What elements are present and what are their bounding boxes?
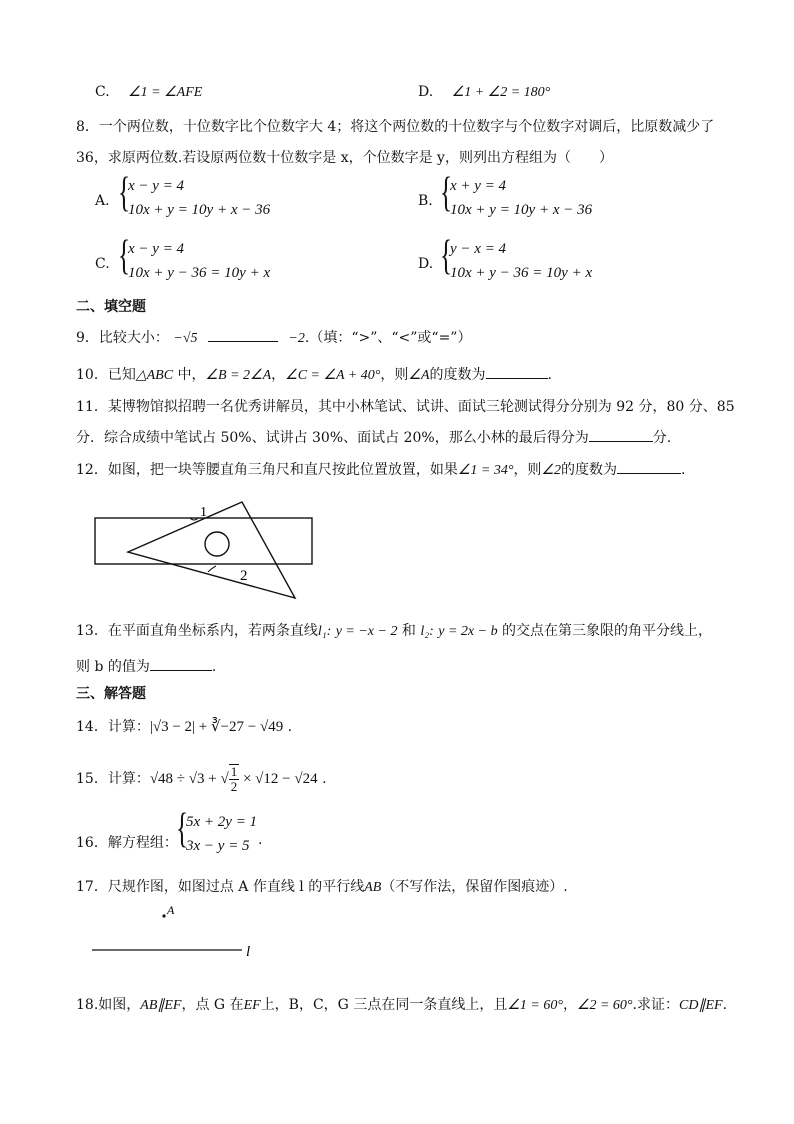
q14-end: . [287,719,293,735]
section-title-solve: 三、解答题 [76,686,146,702]
q7-option-d [418,84,550,101]
equation: 3x − y = 5 [186,838,250,854]
ruler [95,518,312,564]
q8-option-d-system [440,233,640,289]
q10 [76,364,552,384]
answer-blank[interactable] [486,364,548,379]
q12-end: . [681,462,686,478]
q8-option-a-system [118,170,318,226]
q12-text: 的度数为 [561,462,617,478]
q13-line-name: l₁: [317,624,332,639]
q13-line-name: l₂: [420,624,434,639]
q15 [76,764,327,794]
equation: 10x + y − 36 = 10y + x [450,265,593,281]
brace-icon: { [176,806,189,852]
q18-segment: EF [243,998,261,1013]
point-a-dot [162,914,165,917]
q18-text: .求证： [632,997,679,1013]
equation: 10x + y − 36 = 10y + x [128,265,271,281]
q15-fraction [229,764,240,794]
q13-line1 [76,620,712,640]
equation: 10x + y = 10y + x − 36 [450,202,593,218]
q9-expr1: −√5 [173,331,198,346]
option-text: ∠1 + ∠2 = 180° [451,85,551,100]
q12-ask: ∠2 [541,463,561,478]
q13-text: 和 [397,623,421,639]
equation: y − x = 4 [450,241,507,257]
q10-end: . [547,367,552,383]
q11-text: 分. [652,430,672,446]
q16-prefix: 16．解方程组： [76,835,178,851]
q10-ask: ∠A [408,368,430,383]
q13-text: . [211,659,217,675]
brace-icon: { [440,170,453,216]
fraction-denominator: 2 [230,779,238,794]
q8-option-b-system [440,170,640,226]
equation: x + y = 4 [450,178,507,194]
q15-expression: √48 ÷ √3 + √ [149,771,229,787]
option-text: ∠1 = ∠AFE [128,85,203,100]
q10-text: ，则 [380,367,409,383]
q10-text: ， [271,367,286,383]
brace-icon: { [440,233,453,279]
equation: x − y = 4 [128,241,185,257]
q9-expr2: −2 [288,331,305,346]
q12-prefix: 12．如图，把一块等腰直角三角尺和直尺按此位置放置，如果 [76,462,458,478]
q18-parallel: CD∥EF [679,998,723,1013]
option-label: D. [418,84,434,100]
q17 [76,876,568,896]
q12 [76,459,685,479]
equation: x − y = 4 [128,178,185,194]
q10-condition: ∠B = 2∠A [205,368,272,383]
q18-end: . [722,997,728,1013]
q10-text: 的度数为 [429,367,486,383]
q17-text: （不写作法，保留作图痕迹）. [381,879,568,895]
q16-system [176,806,286,862]
q9-prefix: 9．比较大小： [76,330,169,346]
answer-blank[interactable] [208,327,278,342]
angle-label-1: 1 [200,505,207,520]
q18-text: ， [562,997,577,1013]
angle-2-arc [208,566,216,572]
q8-option-c-label: C. [95,256,110,272]
q18-condition: ∠2 = 60° [576,998,633,1013]
q12-text: ，则 [513,462,542,478]
q17-segment: AB [364,880,382,895]
brace-icon: { [118,170,131,216]
triangle-ruler [128,502,295,598]
q14 [76,716,292,736]
triangle-hole [205,532,229,556]
equation: 10x + y = 10y + x − 36 [128,202,271,218]
q8-stem-line2: 36，求原两位数.若设原两位数十位数字是 x，个位数字是 y，则列出方程组为（ ） [76,150,613,166]
q14-expression: |√3 − 2| + ∛−27 − √49 [149,719,284,735]
q18-condition: ∠1 = 60° [507,998,563,1013]
q10-triangle: △ABC [135,368,174,383]
point-a-label: A [167,903,175,917]
q13-line2 [76,656,216,676]
brace-icon: { [118,233,131,279]
q11-line2 [76,427,671,447]
q17-prefix: 17．尺规作图，如图过点 A 作直线 l 的平行线 [76,879,365,895]
q10-condition: ∠C = ∠A + 40° [285,368,381,383]
equation: 5x + 2y = 1 [186,814,258,830]
q8-option-c-system [118,233,318,289]
ruler-triangle-figure [90,494,320,604]
q11-line1: 11．某博物馆拟招聘一名优秀讲解员，其中小林笔试、试讲、面试三轮测试得分分别为 92 分，80 分、85 [76,399,735,415]
q18-text: 上，B，C，G 三点在同一条直线上，且 [260,997,508,1013]
fraction-numerator: 1 [230,764,238,779]
q18-prefix: 18.如图， [76,997,141,1013]
q13-prefix: 13．在平面直角坐标系内，若两条直线 [76,623,318,639]
q18 [76,994,727,1014]
q10-text: 中， [173,367,206,383]
q8-option-d-label: D. [418,256,434,272]
q13-text: 的交点在第三象限的角平分线上， [497,623,713,639]
q15-end: . [322,771,327,787]
q8-option-a-label: A. [95,193,110,209]
q16-end: . [258,832,263,848]
angle-label-2: 2 [240,568,248,584]
q18-parallel: AB∥EF [140,998,182,1013]
q15-expression: × √12 − √24 [239,771,318,787]
q8-stem-line1: 8．一个两位数，十位数字比个位数字大 4；将这个两位数的十位数字与个位数字对调后，比原数减少了 [76,119,715,135]
q15-prefix: 15．计算： [76,771,150,787]
answer-blank[interactable] [150,656,212,671]
answer-blank[interactable] [617,459,681,474]
q9-suffix: .（填：“>”、“<”或“=”） [304,330,472,346]
q12-condition: ∠1 = 34° [457,463,514,478]
q13-text: 则 b 的值为 [76,659,150,675]
line-l-label: l [246,944,251,960]
q11-text: 分．综合成绩中笔试占 50%、试讲占 30%、面试占 20%，那么小林的最后得分为 [76,430,589,446]
q10-prefix: 10．已知 [76,367,136,383]
section-title-fill-blank: 二、填空题 [76,299,146,315]
q13-equation: y = 2x − b [438,624,498,639]
option-label: C. [95,84,110,100]
q13-equation: y = −x − 2 [335,624,398,639]
q18-text: ，点 G 在 [181,997,244,1013]
point-and-line-figure [88,902,268,962]
q14-prefix: 14．计算： [76,719,150,735]
answer-blank[interactable] [589,427,653,442]
q8-option-b-label: B. [418,193,433,209]
q9 [76,327,471,347]
q7-option-c [95,84,202,101]
